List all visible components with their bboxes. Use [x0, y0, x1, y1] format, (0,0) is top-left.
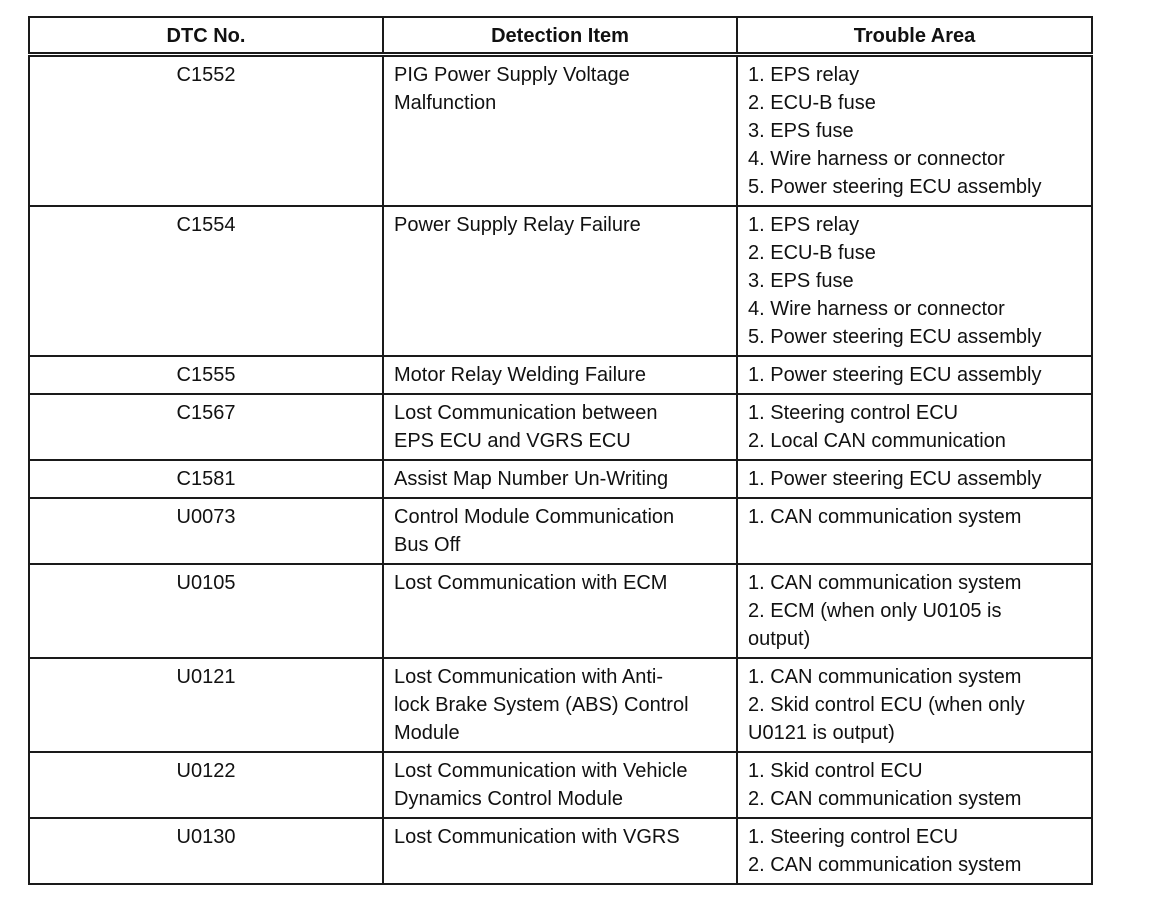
dtc-code-cell: [29, 460, 383, 498]
detection-item-cell: [383, 658, 737, 752]
dtc-code: C1581: [176, 468, 236, 490]
trouble-area-line: 2. Skid control ECU (when only: [748, 694, 1025, 716]
table-row: [29, 752, 1092, 818]
header-detection-item: Detection Item: [383, 17, 737, 55]
dtc-code: U0130: [176, 826, 236, 848]
detection-item-line: Control Module Communication: [394, 506, 675, 528]
detection-item-cell: [383, 564, 737, 658]
detection-item-cell: [383, 206, 737, 356]
table-body: [29, 55, 1092, 885]
trouble-area-line: 3. EPS fuse: [748, 270, 854, 292]
detection-item-line: Lost Communication with ECM: [394, 572, 668, 594]
dtc-code-cell: [29, 752, 383, 818]
dtc-code-cell: [29, 498, 383, 564]
detection-item-line: Power Supply Relay Failure: [394, 214, 641, 236]
trouble-area-cell: [737, 564, 1092, 658]
trouble-area-line: 2. ECM (when only U0105 is: [748, 600, 1002, 622]
detection-item-cell: [383, 394, 737, 460]
table-header: [29, 17, 1092, 55]
detection-item-line: Module: [394, 722, 460, 744]
detection-item-line: Lost Communication with Anti-: [394, 666, 664, 688]
trouble-area-line: 5. Power steering ECU assembly: [748, 176, 1042, 198]
trouble-area-line: 1. Steering control ECU: [748, 826, 959, 848]
table-row: [29, 564, 1092, 658]
detection-item-line: Lost Communication with VGRS: [394, 826, 680, 848]
trouble-area-line: 2. CAN communication system: [748, 854, 1022, 876]
trouble-area-line: 1. EPS relay: [748, 64, 860, 86]
table-row: [29, 498, 1092, 564]
detection-item-line: Malfunction: [394, 92, 497, 114]
dtc-code: U0105: [176, 572, 236, 594]
dtc-table: [28, 16, 1093, 885]
table-row: [29, 658, 1092, 752]
header-dtc-no: DTC No.: [29, 17, 383, 55]
trouble-area-cell: [737, 356, 1092, 394]
table-row: [29, 55, 1092, 207]
header-row: [29, 17, 1092, 55]
dtc-code-cell: [29, 564, 383, 658]
trouble-area-line: 2. CAN communication system: [748, 788, 1022, 810]
trouble-area-cell: [737, 55, 1092, 207]
dtc-code: C1552: [176, 64, 236, 86]
trouble-area-line: 1. EPS relay: [748, 214, 860, 236]
trouble-area-line: 3. EPS fuse: [748, 120, 854, 142]
detection-item-line: Motor Relay Welding Failure: [394, 364, 646, 386]
detection-item-line: Bus Off: [394, 534, 461, 556]
trouble-area-line: 5. Power steering ECU assembly: [748, 326, 1042, 348]
dtc-code-cell: [29, 658, 383, 752]
detection-item-line: PIG Power Supply Voltage: [394, 64, 630, 86]
table-row: [29, 460, 1092, 498]
dtc-code: C1567: [176, 402, 236, 424]
table-row: [29, 394, 1092, 460]
detection-item-line: lock Brake System (ABS) Control: [394, 694, 689, 716]
trouble-area-cell: [737, 498, 1092, 564]
trouble-area-cell: [737, 460, 1092, 498]
dtc-code-cell: [29, 356, 383, 394]
dtc-code-cell: [29, 206, 383, 356]
trouble-area-line: output): [748, 628, 811, 650]
dtc-code-cell: [29, 818, 383, 884]
trouble-area-line: 1. Steering control ECU: [748, 402, 959, 424]
trouble-area-line: 1. CAN communication system: [748, 666, 1022, 688]
dtc-code-cell: [29, 55, 383, 207]
trouble-area-cell: [737, 818, 1092, 884]
detection-item-line: Assist Map Number Un-Writing: [394, 468, 669, 490]
detection-item-cell: [383, 55, 737, 207]
dtc-code: U0122: [176, 760, 236, 782]
trouble-area-cell: [737, 658, 1092, 752]
dtc-code-cell: [29, 394, 383, 460]
trouble-area-line: 1. Skid control ECU: [748, 760, 923, 782]
detection-item-cell: [383, 818, 737, 884]
trouble-area-line: 1. Power steering ECU assembly: [748, 364, 1042, 386]
detection-item-cell: [383, 460, 737, 498]
table-row: [29, 206, 1092, 356]
dtc-code: C1554: [176, 214, 236, 236]
detection-item-cell: [383, 752, 737, 818]
trouble-area-cell: [737, 394, 1092, 460]
trouble-area-cell: [737, 206, 1092, 356]
detection-item-cell: [383, 498, 737, 564]
detection-item-line: Dynamics Control Module: [394, 788, 623, 810]
table-row: [29, 356, 1092, 394]
trouble-area-line: U0121 is output): [748, 722, 895, 744]
dtc-code: U0121: [176, 666, 236, 688]
trouble-area-line: 1. CAN communication system: [748, 506, 1022, 528]
dtc-code: U0073: [176, 506, 236, 528]
detection-item-line: Lost Communication between: [394, 402, 658, 424]
table-row: [29, 818, 1092, 884]
header-trouble-area: Trouble Area: [737, 17, 1092, 55]
trouble-area-cell: [737, 752, 1092, 818]
detection-item-line: Lost Communication with Vehicle: [394, 760, 688, 782]
trouble-area-line: 2. Local CAN communication: [748, 430, 1006, 452]
dtc-code: C1555: [176, 364, 236, 386]
trouble-area-line: 1. CAN communication system: [748, 572, 1022, 594]
trouble-area-line: 1. Power steering ECU assembly: [748, 468, 1042, 490]
trouble-area-line: 2. ECU-B fuse: [748, 92, 876, 114]
detection-item-cell: [383, 356, 737, 394]
trouble-area-line: 4. Wire harness or connector: [748, 148, 1005, 170]
trouble-area-line: 2. ECU-B fuse: [748, 242, 876, 264]
detection-item-line: EPS ECU and VGRS ECU: [394, 430, 631, 452]
trouble-area-line: 4. Wire harness or connector: [748, 298, 1005, 320]
